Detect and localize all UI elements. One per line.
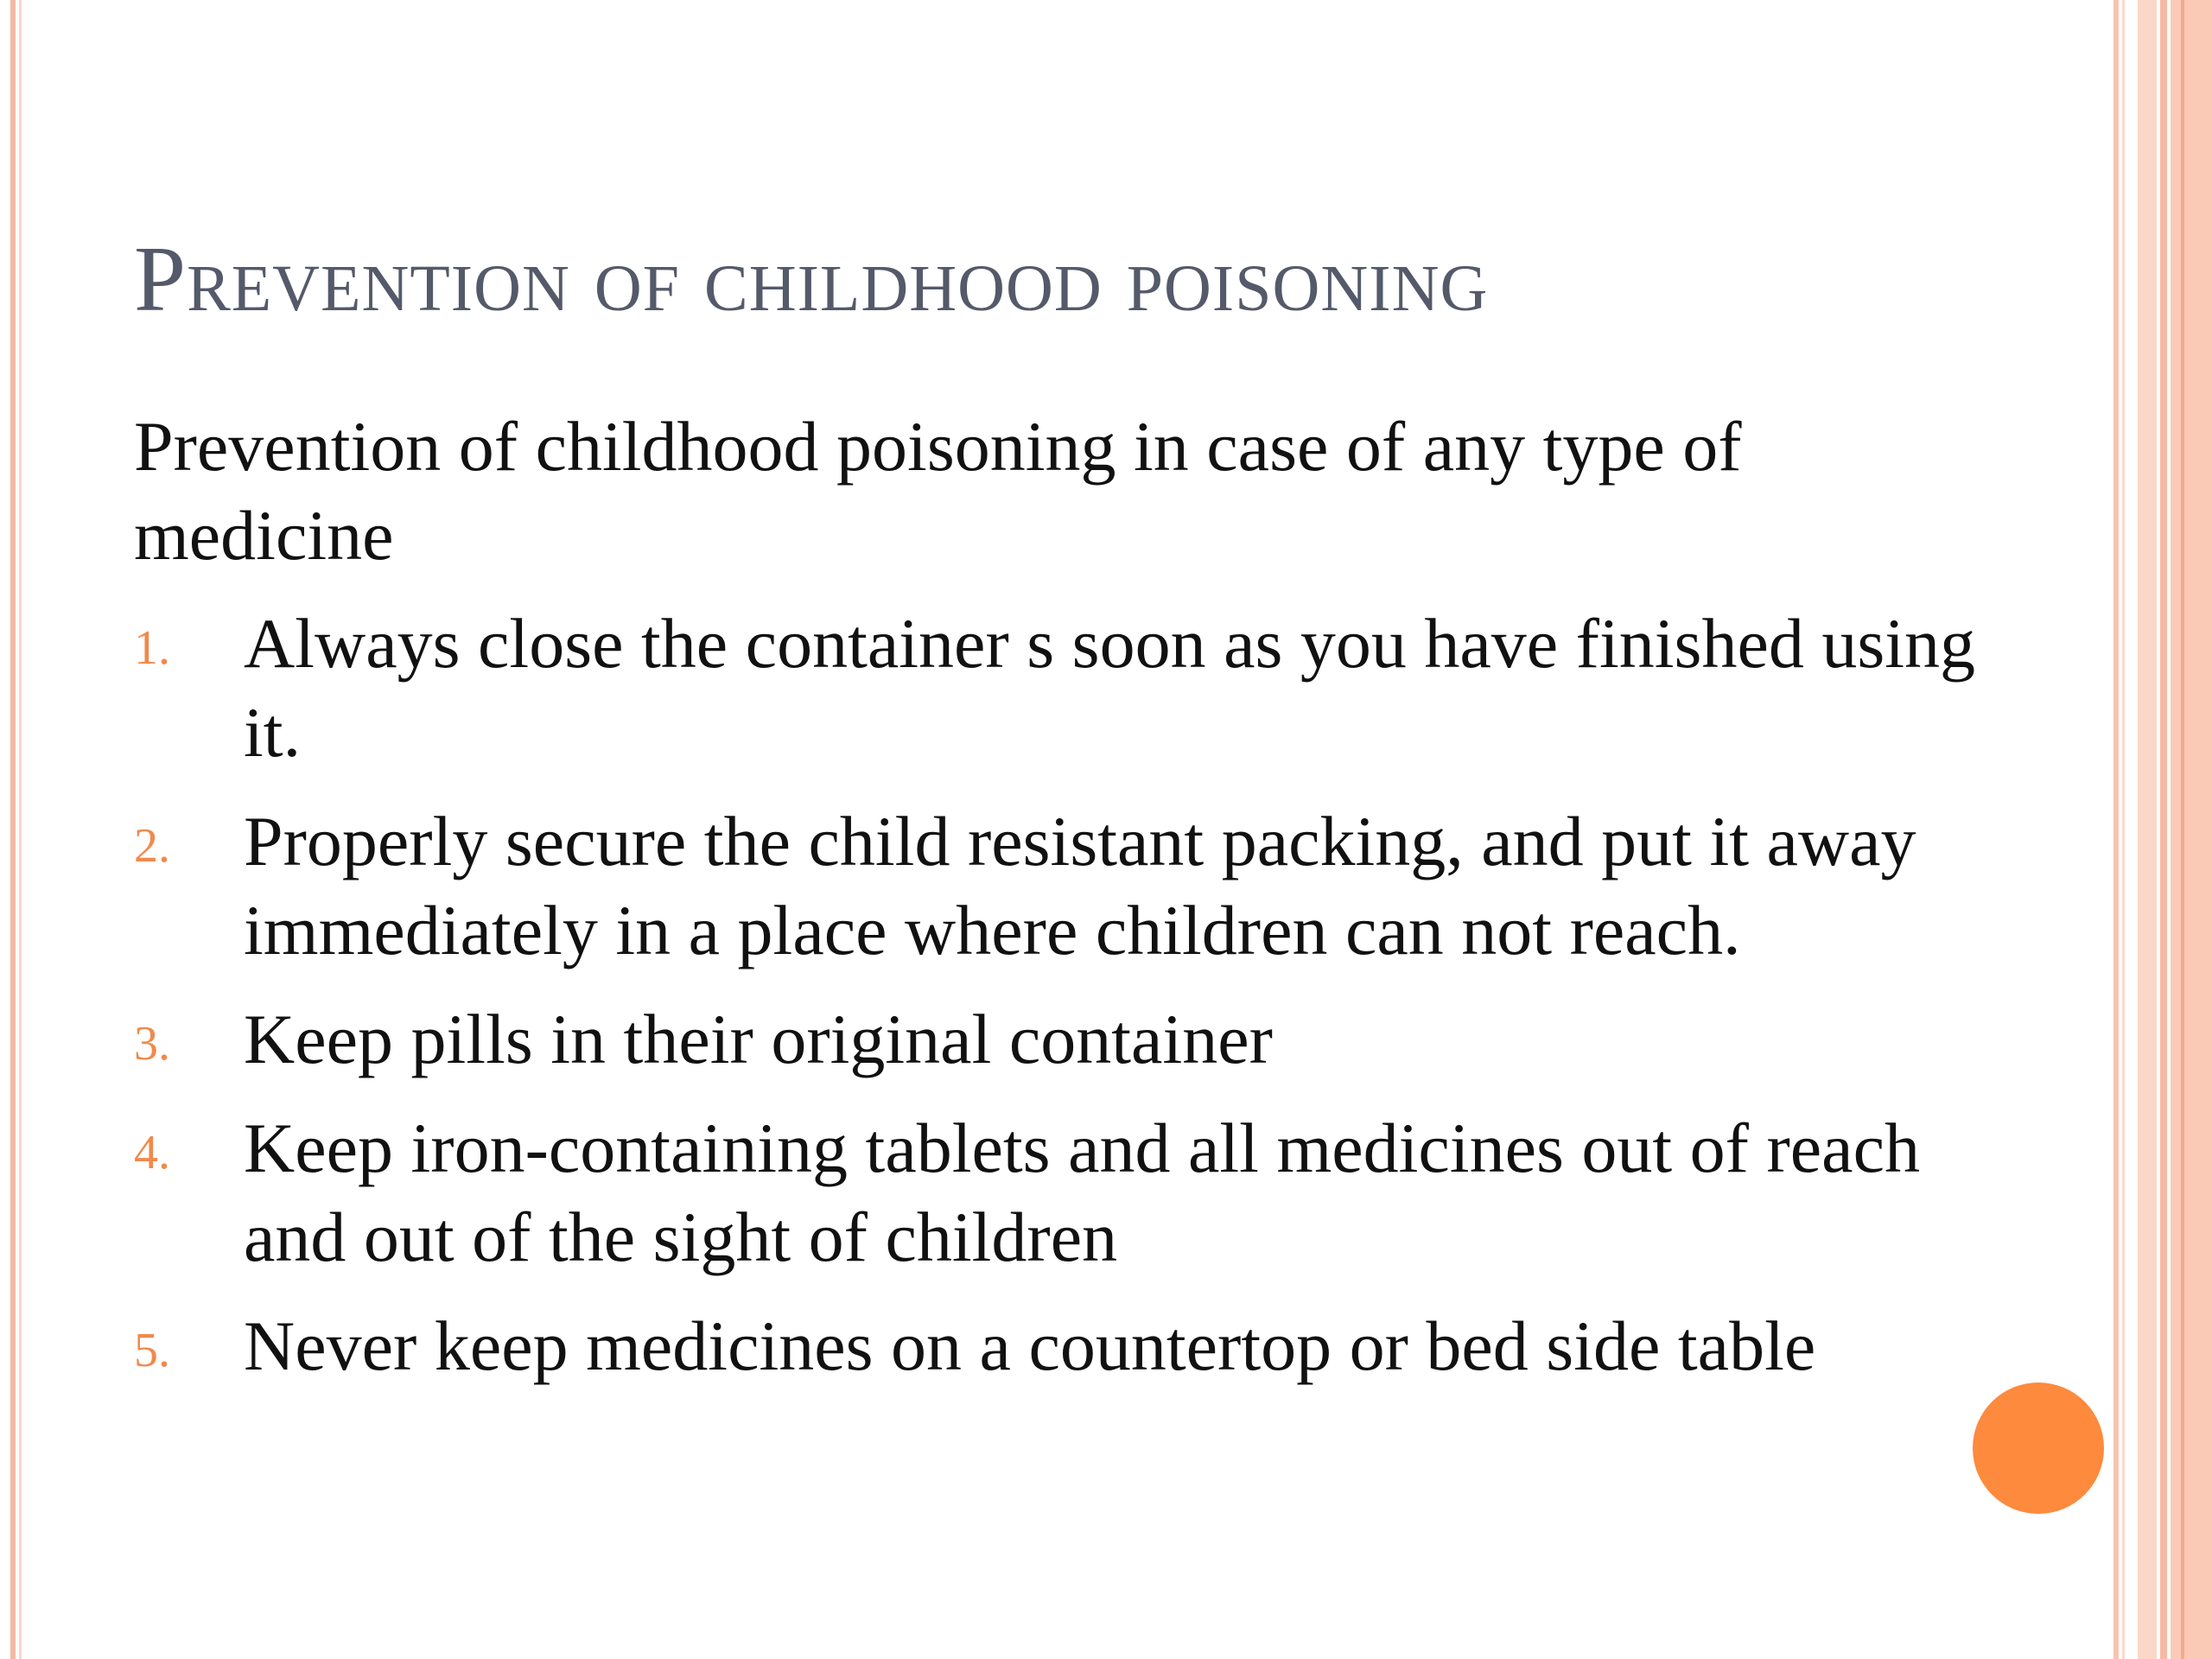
slide-title: Prevention of childhood poisoning <box>134 228 1489 331</box>
left-border-line <box>10 0 16 1659</box>
right-stripe <box>2138 0 2157 1659</box>
list-number: 2. <box>134 819 170 873</box>
list-item <box>134 1301 1992 1390</box>
list-item <box>134 995 1992 1084</box>
right-stripe <box>2113 0 2119 1659</box>
left-border-line-inner <box>19 0 22 1659</box>
list-number: 1. <box>134 621 170 675</box>
list-item <box>134 1103 1992 1281</box>
right-stripe <box>2171 0 2212 1659</box>
list-number: 5. <box>134 1324 170 1377</box>
list-item <box>134 797 1992 975</box>
list-number: 4. <box>134 1126 170 1179</box>
list-item-text: Keep pills in their original container <box>244 1000 1273 1078</box>
list-item-text: Always close the container s soon as you have finished using it. <box>244 604 1976 772</box>
list-item-text: Keep iron-containing tablets and all medicines out of reach and out of the sight of children <box>244 1109 1920 1276</box>
right-stripe <box>2160 0 2167 1659</box>
intro-text: Prevention of childhood poisoning in case of any type of medicine <box>134 407 1742 575</box>
right-stripe <box>2181 0 2184 1659</box>
list-item-text: Properly secure the child resistant packing, and put it away immediately in a place where children can not reach. <box>244 802 1916 969</box>
orange-circle-decoration <box>1973 1382 2104 1514</box>
list-item-text: Never keep medicines on a countertop or bed side table <box>244 1306 1816 1385</box>
right-stripe <box>2122 0 2125 1659</box>
slide-body <box>134 402 1992 1410</box>
list-item <box>134 599 1992 777</box>
list-number: 3. <box>134 1017 170 1071</box>
